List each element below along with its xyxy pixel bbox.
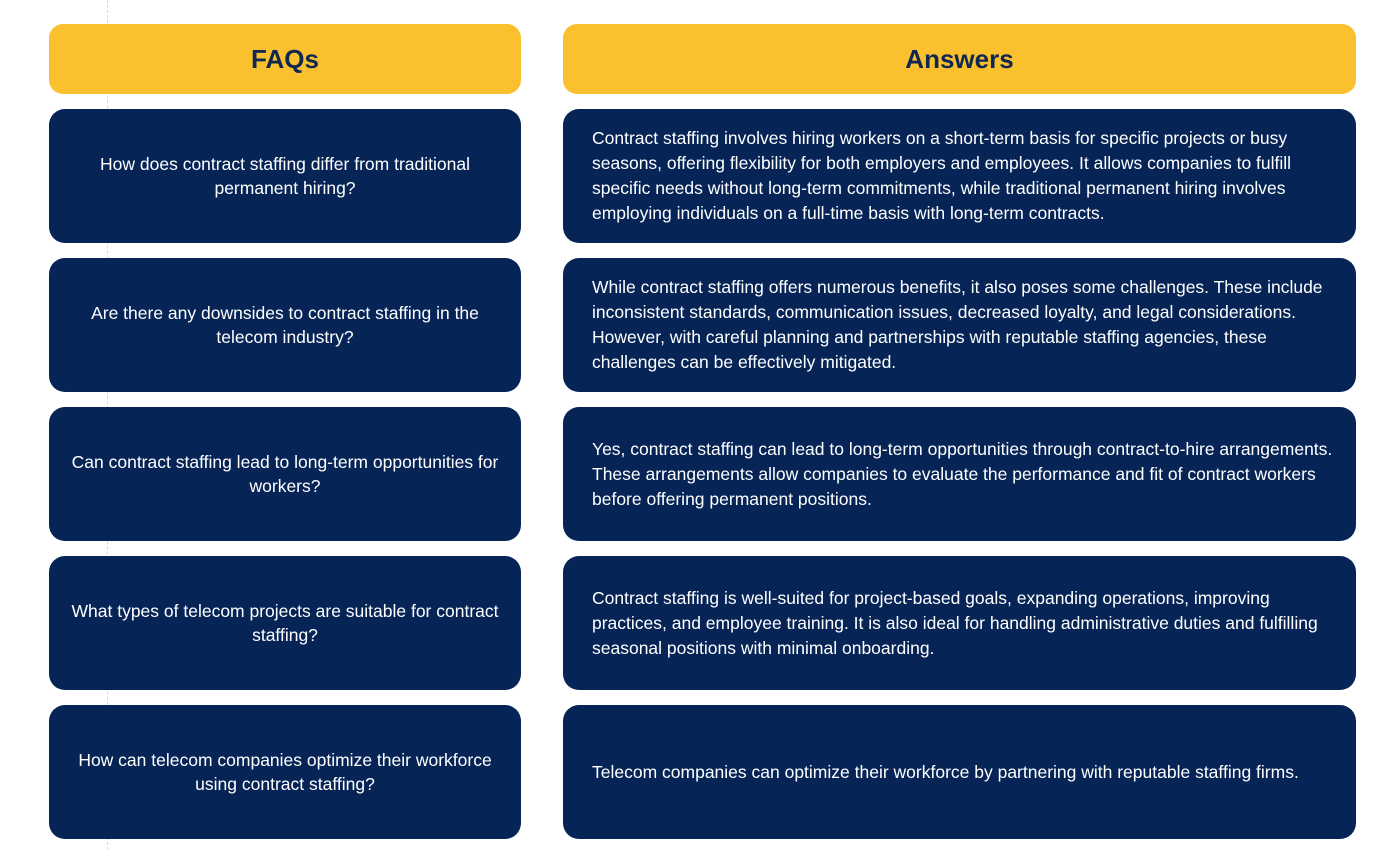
answer-card-1: [563, 109, 1356, 243]
faq-header: [49, 24, 521, 94]
answer-card-5: [563, 705, 1356, 839]
faq-header-label: FAQs: [251, 43, 319, 74]
question-card-5: [49, 705, 521, 839]
answer-text: Contract staffing is well-suited for project-based goals, expanding operations, improving practices, and employee training. It is also ideal for handling administrative duties and fulfilling seasonal positions with minimal onboarding.: [592, 587, 1318, 658]
answers-header: [563, 24, 1356, 94]
question-card-1: [49, 109, 521, 243]
answer-text: Contract staffing involves hiring workers on a short-term basis for specific projects or busy seasons, offering flexibility for both employers and employees. It allows companies to fulfill specific needs without long-term commitments, while traditional permanent hiring involves employing individuals on a full-time basis with long-term contracts.: [592, 128, 1292, 223]
question-card-4: [49, 556, 521, 690]
question-card-2: [49, 258, 521, 392]
question-text: Can contract staffing lead to long-term opportunities for workers?: [71, 452, 499, 496]
question-text: What types of telecom projects are suitable for contract staffing?: [71, 601, 499, 645]
answer-card-3: [563, 407, 1356, 541]
answer-card-4: [563, 556, 1356, 690]
answer-text: Telecom companies can optimize their workforce by partnering with reputable staffing firms.: [592, 761, 1299, 782]
faq-column: [49, 24, 521, 850]
answer-text: Yes, contract staffing can lead to long-term opportunities through contract-to-hire arrangements. These arrangements allow companies to evaluate the performance and fit of contract workers before offering permanent positions.: [592, 438, 1333, 509]
answer-text: While contract staffing offers numerous benefits, it also poses some challenges. These include inconsistent standards, communication issues, decreased loyalty, and legal considerations. However, with careful planning and partnerships with reputable staffing agencies, these challenges can be effectively mitigated.: [592, 277, 1323, 372]
question-text: How can telecom companies optimize their workforce using contract staffing?: [78, 750, 492, 794]
question-card-3: [49, 407, 521, 541]
question-text: How does contract staffing differ from traditional permanent hiring?: [100, 154, 470, 198]
answers-column: [563, 24, 1356, 850]
answers-header-label: Answers: [905, 43, 1014, 74]
answer-card-2: [563, 258, 1356, 392]
question-text: Are there any downsides to contract staffing in the telecom industry?: [91, 303, 479, 347]
